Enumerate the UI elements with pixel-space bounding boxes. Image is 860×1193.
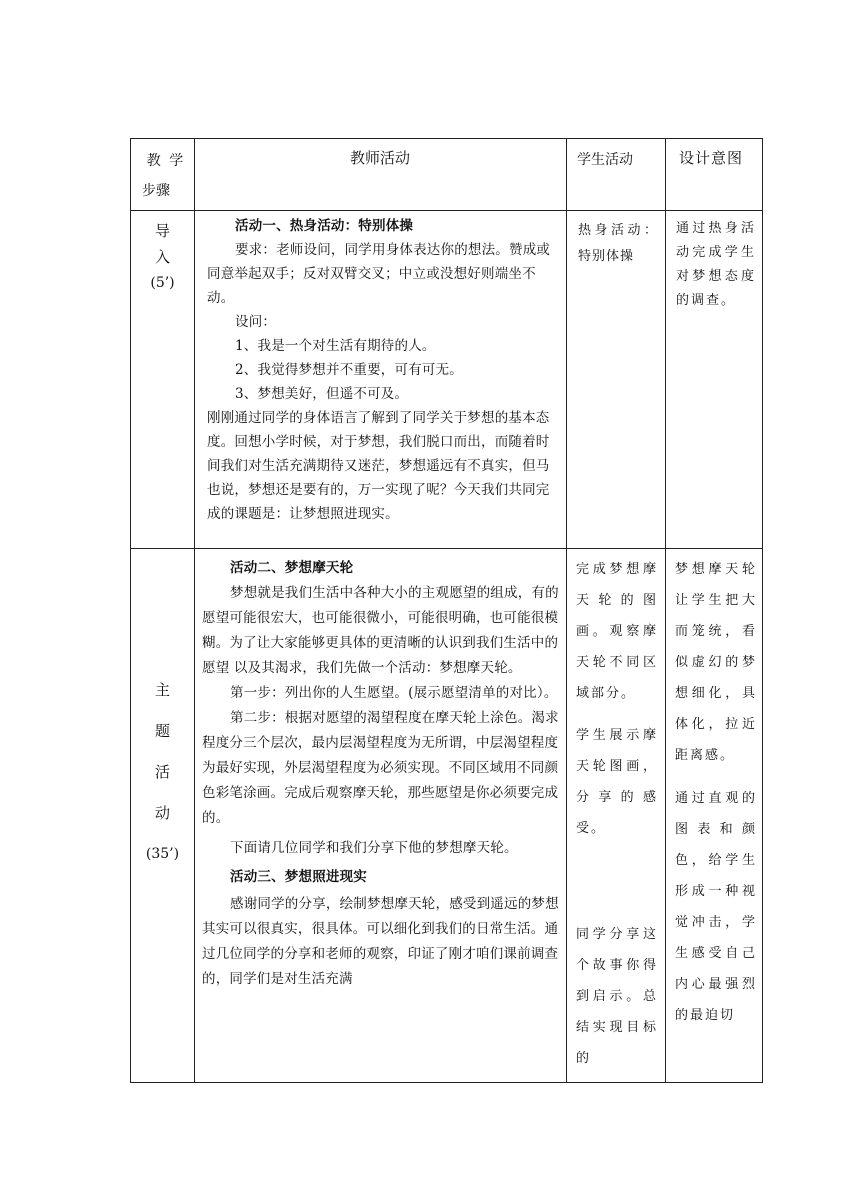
teacher-activity-intro [207,214,563,526]
student-activity-main [576,554,658,1074]
step-char: 动 [154,804,170,822]
activity-paragraph: 第一步：列出你的人生愿望。(展示愿望清单的对比）。 [230,685,558,701]
teacher-activity-main [202,556,563,992]
column-divider [566,138,567,1083]
step-char: 主 [154,681,170,699]
step-duration: (35’) [145,846,180,862]
step-char: 导 [154,222,170,240]
step-duration: (5’) [150,275,175,291]
activity-paragraph: 下面请几位同学和我们分享下他的梦想摩天轮。 [230,840,518,856]
student-activity-text: 学生展示摩天轮图画，分享的感受。 [576,728,658,836]
activity-requirement: 要求：老师设问，同学用身体表达你的想法。赞成或同意举起双手；反对双臂交叉；中立或没想好则端坐不动。 [207,242,551,306]
activity-paragraph: 第二步：根据对愿望的渴望程度在摩天轮上涂色。渴求程度分三个层次，最内层渴望程度为无所谓，中层渴望程度为最好实现，外层渴望程度为必须实现。不同区域用不同颜色彩笔涂画。完成后观察摩天轮，那些愿望是你必须要完成的。 [202,710,559,826]
header-teacher-activity: 教师活动 [349,149,410,167]
activity-ask-label: 设问： [235,314,277,330]
activity-question: 2、我觉得梦想并不重要，可有可无。 [235,362,463,378]
step-char: 入 [154,248,170,266]
lesson-plan-table [130,138,763,1083]
header-step-line1: 教 学 [146,153,186,169]
activity-summary: 刚刚通过同学的身体语言了解到了同学关于梦想的基本态度。回想小学时候，对于梦想，我们脱口而出，而随着时间我们对生活充满期待又迷茫，梦想遥远有不真实，但马也说，梦想还是要有的，万一实现了呢？今天我们共同完成的课题是：让梦想照进现实。 [207,410,550,522]
activity-title: 活动一、热身活动：特别体操 [235,218,414,234]
student-activity-text: 同学分享这个故事你得到启示。总结实现目标的 [576,927,658,1066]
step-label-intro [130,218,195,296]
header-step-line2: 步骤 [142,183,170,199]
step-char: 题 [154,722,170,740]
activity-question: 3、梦想美好，但遥不可及。 [235,386,409,402]
design-intent-text: 通过直观的图表和颜色，给学生形成一种视觉冲击，学生感受自己内心最强烈的最迫切 [675,791,757,1023]
student-activity-intro [578,218,658,270]
step-char: 活 [154,763,170,781]
step-label-main [130,670,195,875]
design-intent-intro [676,217,756,313]
design-intent-text: 梦想摩天轮让学生把大而笼统，看似虚幻的梦想细化，具体化，拉近距离感。 [675,562,757,763]
student-activity-text: 热身活动：特别体操 [578,223,658,264]
table-top-border [130,138,763,139]
header-student-activity: 学生活动 [577,152,633,168]
header-step-cell [138,146,194,206]
activity-paragraph: 感谢同学的分享，绘制梦想摩天轮，感受到遥远的梦想其实可以很真实，很具体。可以细化到我们的日常生活。通过几位同学的分享和老师的观察，印证了刚才咱们课前调查的，同学们是对生活充满 [202,896,559,987]
activity-paragraph: 梦想就是我们生活中各种大小的主观愿望的组成，有的愿望可能很宏大，也可能很微小，可能很明确，也可能很模糊。为了让大家能够更具体的更清晰的认识到我们生活中的愿望 以及其渴求，我们先做一个活动：梦想摩天轮。 [202,585,559,676]
activity-title: 活动三、梦想照进现实 [230,869,367,885]
header-design-intent: 设计意图 [679,149,744,167]
table-bottom-border [130,1082,763,1083]
column-divider [665,138,666,1083]
activity-title: 活动二、梦想摩天轮 [230,560,354,576]
table-right-border [762,138,763,1083]
design-intent-text: 通过热身活动完成学生对梦想态度的调查。 [676,221,756,308]
header-divider [130,210,763,211]
row-divider [130,548,763,549]
activity-question: 1、我是一个对生活有期待的人。 [235,338,436,354]
student-activity-text: 完成梦想摩天轮的图画。观察摩天轮不同区域部分。 [576,562,658,701]
design-intent-main [675,554,757,1031]
